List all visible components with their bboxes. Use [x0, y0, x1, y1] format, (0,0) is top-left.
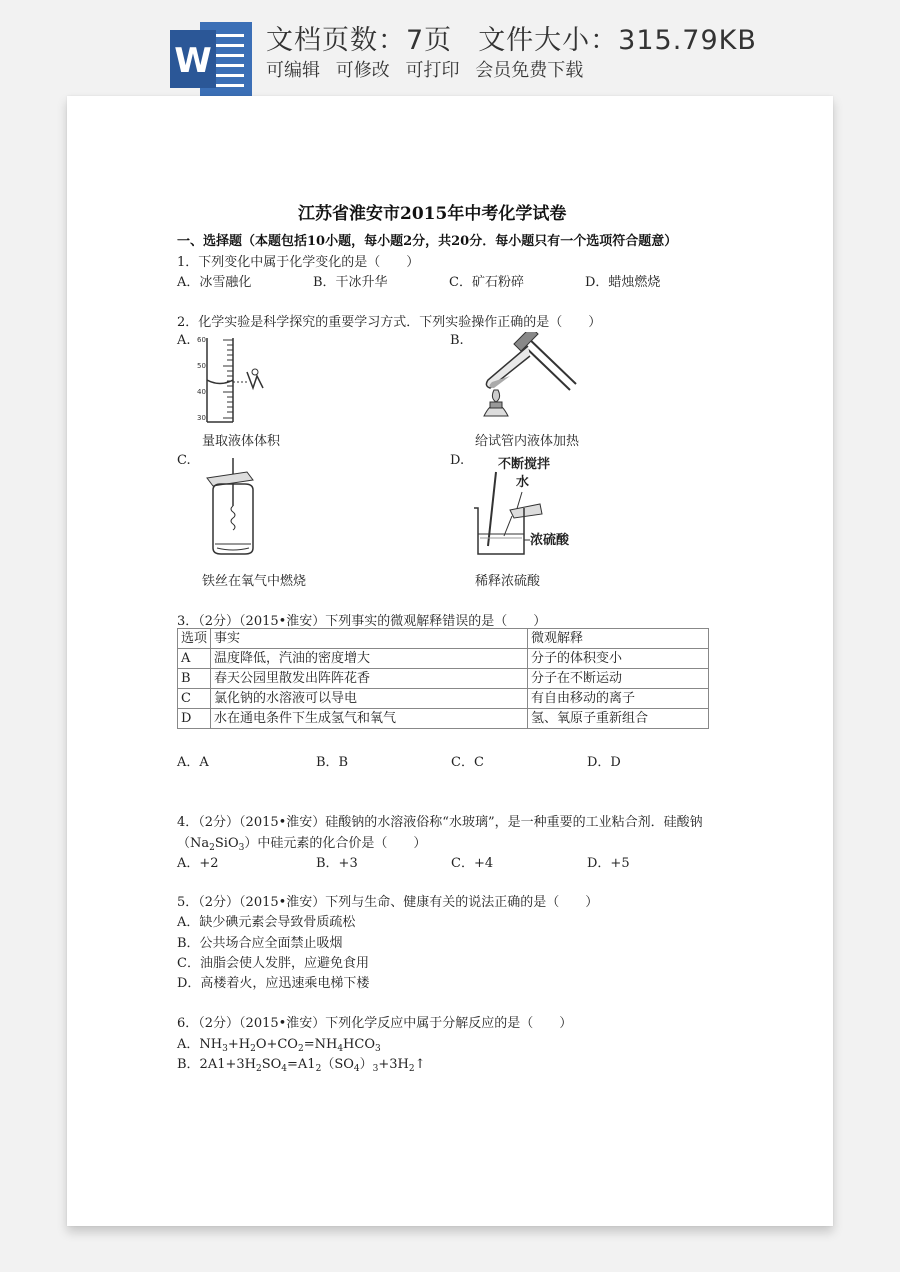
question-1-stem: 1．下列变化中属于化学变化的是（ ）	[177, 255, 420, 270]
tick-50: 50	[197, 362, 206, 370]
q2-letter-c: C.	[177, 453, 191, 468]
feature-list	[266, 56, 593, 82]
row-option: B	[178, 669, 211, 689]
q3-option-c: C．C	[451, 755, 484, 770]
q2-caption-c: 铁丝在氧气中燃烧	[202, 574, 307, 589]
question-4-stem-line1: 4．（2分）（2015•淮安）硅酸钠的水溶液俗称“水玻璃”，是一种重要的工业粘合剂．硅酸钠	[177, 815, 703, 830]
table-row	[178, 649, 709, 669]
q5-option-d: D．高楼着火，应迅速乘电梯下楼	[177, 976, 370, 991]
q2-caption-d: 稀释浓硫酸	[475, 574, 541, 589]
q6-option-a: A．$NH_3+H_2O+CO_2=NH_4HCO_3$	[177, 1037, 381, 1054]
exam-title: 江苏省淮安市2015年中考化学试卷	[298, 204, 567, 224]
word-document-icon	[170, 22, 252, 96]
row-option: A	[178, 649, 211, 669]
q1-option-d: D．蜡烛燃烧	[585, 275, 661, 290]
q4-option-d: D．+5	[587, 856, 630, 871]
header-explanation: 微观解释	[528, 629, 709, 649]
acid-dilution-figure	[470, 456, 610, 562]
q4-option-c: C．+4	[451, 856, 494, 871]
document-page	[67, 96, 833, 1226]
micro-explanation-table	[177, 628, 709, 729]
q5-option-c: C．油脂会使人发胖，应避免食用	[177, 956, 369, 971]
label-conc-acid: 浓硫酸	[530, 533, 570, 548]
row-fact: 水在通电条件下生成氢气和氧气	[211, 709, 528, 729]
q1-option-c: C．矿石粉碎	[449, 275, 524, 290]
feature-printable: 可打印	[405, 60, 460, 81]
q1-option-a: A．冰雪融化	[177, 275, 252, 290]
file-info	[266, 18, 757, 57]
question-3-stem: 3．（2分）（2015•淮安）下列事实的微观解释错误的是（ ）	[177, 614, 547, 629]
q6-option-b: B．$2A1+3H_2SO_4=A1_2(SO_4)_3+3H_2↑$	[177, 1057, 426, 1074]
q3-option-b: B．B	[316, 755, 349, 770]
row-fact: 温度降低，汽油的密度增大	[211, 649, 528, 669]
word-icon-letter: W	[174, 41, 212, 81]
header-option: 选项	[178, 629, 211, 649]
q2-caption-a: 量取液体体积	[202, 434, 281, 449]
row-fact: 氯化钠的水溶液可以导电	[211, 689, 528, 709]
row-option: C	[178, 689, 211, 709]
row-explanation: 有自由移动的离子	[528, 689, 709, 709]
q1-option-b: B．干冰升华	[313, 275, 388, 290]
question-4-stem-line2: $(Na_2SiO_3)$中硅元素的化合价是（ ）	[177, 836, 427, 853]
q3-option-d: D．D	[587, 755, 621, 770]
q4-option-b: B．+3	[316, 856, 358, 871]
tick-30: 30	[197, 414, 206, 422]
feature-free-download[interactable]: 会员免费下载	[475, 60, 584, 81]
tick-60: 60	[197, 336, 206, 344]
table-header-row	[178, 629, 709, 649]
page-count: 文档页数：7页	[266, 25, 453, 56]
graduated-cylinder-figure	[197, 332, 267, 424]
table-row	[178, 669, 709, 689]
label-water: 水	[516, 475, 530, 490]
q3-option-a: A．A	[177, 755, 209, 770]
iron-wire-combustion-figure	[203, 456, 263, 562]
label-stir: 不断搅拌	[498, 457, 551, 472]
question-5-stem: 5．（2分）（2015•淮安）下列与生命、健康有关的说法正确的是（ ）	[177, 895, 599, 910]
section-heading: 一、选择题（本题包括10小题，每小题2分，共20分．每小题只有一个选项符合题意）	[177, 234, 678, 249]
download-banner	[0, 0, 900, 96]
file-size: 文件大小：315.79KB	[478, 25, 757, 56]
test-tube-heating-figure	[470, 332, 580, 427]
q5-option-b: B．公共场合应全面禁止吸烟	[177, 936, 343, 951]
q4-option-a: A．+2	[177, 856, 219, 871]
q2-letter-a: A.	[177, 333, 191, 348]
feature-editable: 可编辑	[266, 60, 320, 81]
row-fact: 春天公园里散发出阵阵花香	[211, 669, 528, 689]
feature-modifiable: 可修改	[335, 60, 390, 81]
tick-40: 40	[197, 388, 206, 396]
header-fact: 事实	[211, 629, 528, 649]
table-row	[178, 709, 709, 729]
table-row	[178, 689, 709, 709]
question-6-stem: 6．（2分）（2015•淮安）下列化学反应中属于分解反应的是（ ）	[177, 1016, 573, 1031]
q5-option-a: A．缺少碘元素会导致骨质疏松	[177, 915, 356, 930]
row-explanation: 分子在不断运动	[528, 669, 709, 689]
row-explanation: 分子的体积变小	[528, 649, 709, 669]
row-option: D	[178, 709, 211, 729]
q2-letter-b: B.	[450, 333, 464, 348]
question-2-stem: 2．化学实验是科学探究的重要学习方式．下列实验操作正确的是（ ）	[177, 315, 602, 330]
q2-letter-d: D.	[450, 453, 465, 468]
q2-caption-b: 给试管内液体加热	[475, 434, 580, 449]
row-explanation: 氢、氧原子重新组合	[528, 709, 709, 729]
